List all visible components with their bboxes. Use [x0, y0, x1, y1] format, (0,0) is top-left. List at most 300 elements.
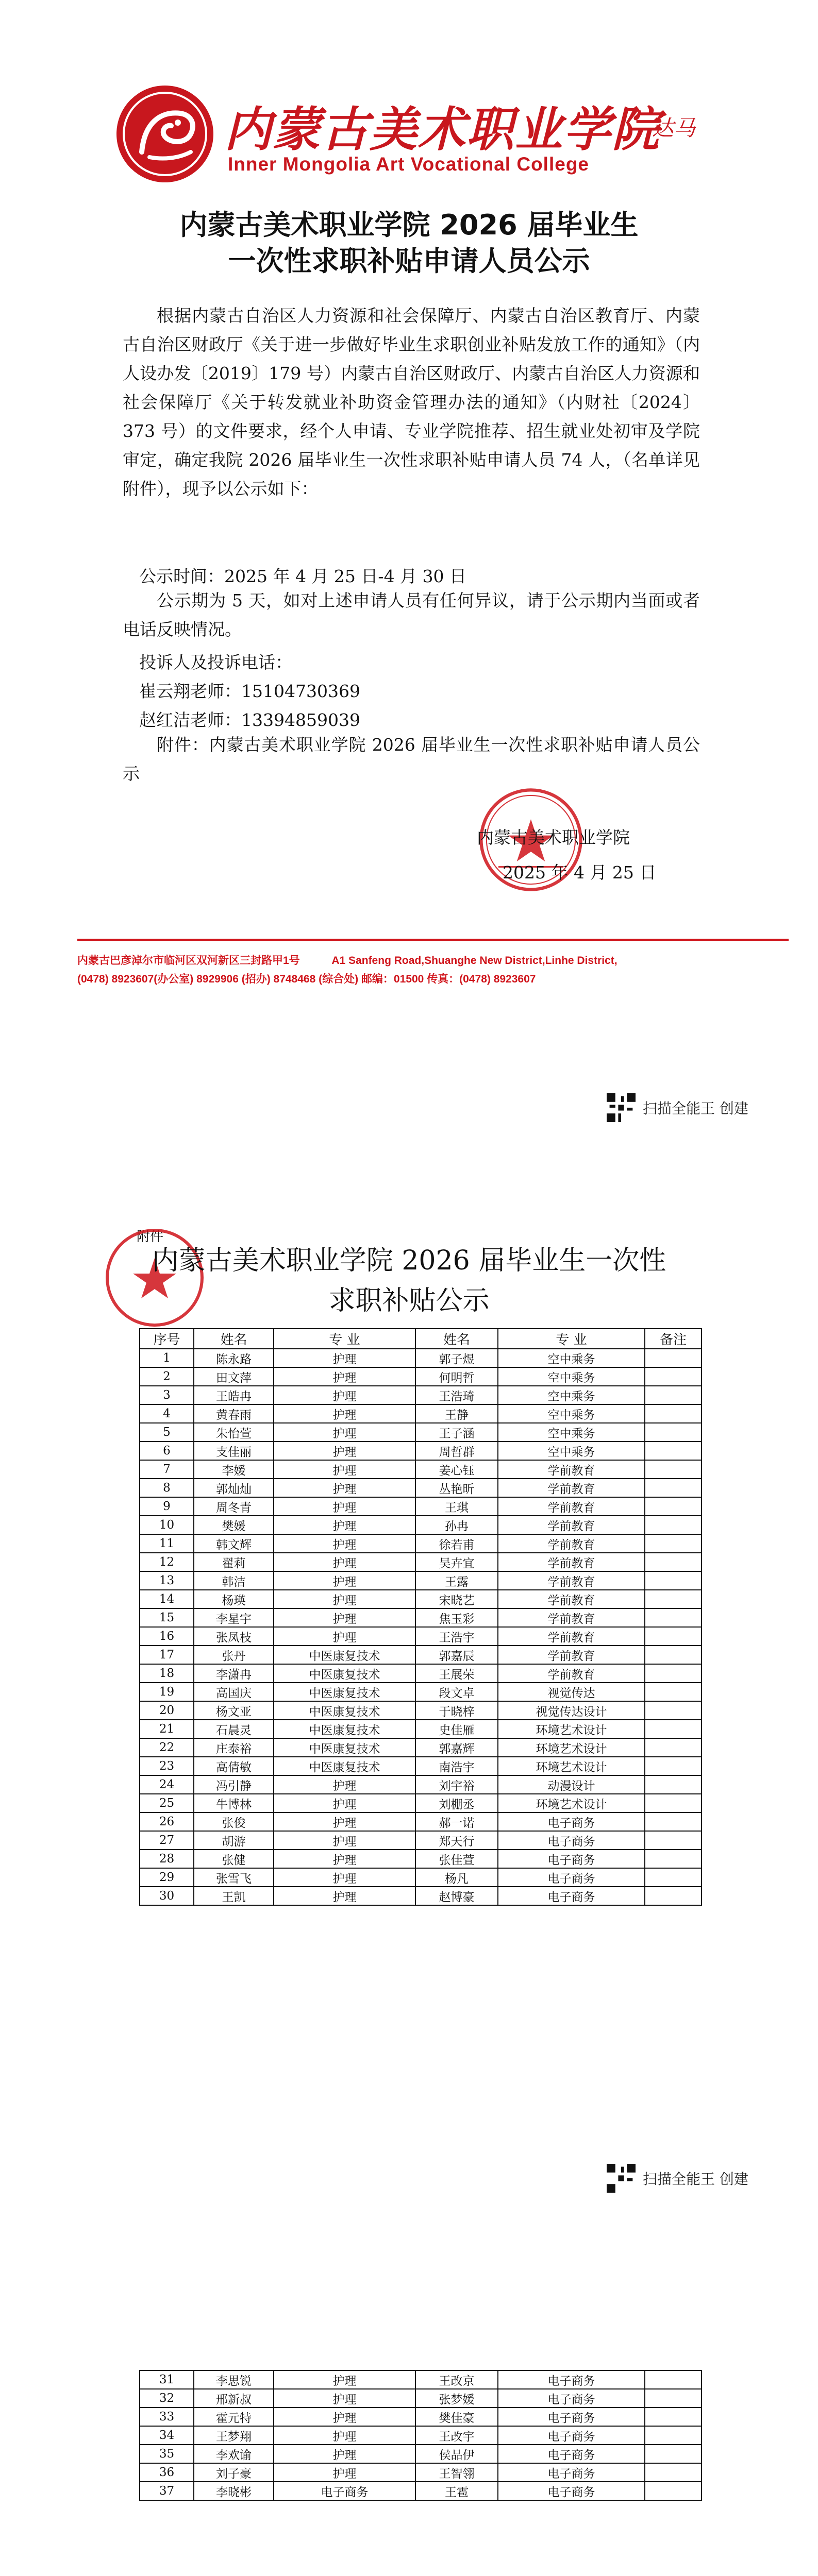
- cell-name: 张健: [194, 1850, 274, 1868]
- cell-remark: [645, 1683, 702, 1701]
- cell-name: 陈永路: [194, 1349, 274, 1367]
- cell-name: 高倩敏: [194, 1757, 274, 1775]
- cell-major-2: 环境艺术设计: [498, 1738, 645, 1757]
- publicity-time: 公示时间：2025 年 4 月 25 日-4 月 30 日: [139, 566, 467, 586]
- cell-name: 王凯: [194, 1887, 274, 1905]
- table-row: [140, 1738, 702, 1757]
- cell-remark: [645, 1720, 702, 1738]
- cell-name-2: 郝一诺: [415, 1812, 498, 1831]
- cell-name: 王梦翔: [194, 2426, 274, 2445]
- cell-major-2: 环境艺术设计: [498, 1720, 645, 1738]
- cell-major-2: 电子商务: [498, 2408, 645, 2426]
- cell-name: 郭灿灿: [194, 1479, 274, 1497]
- cell-major: 护理: [274, 1479, 415, 1497]
- cell-index: 35: [140, 2445, 194, 2463]
- cell-remark: [645, 1367, 702, 1386]
- cell-index: 13: [140, 1571, 194, 1590]
- table-row: [140, 1571, 702, 1590]
- cell-major-2: 空中乘务: [498, 1423, 645, 1442]
- cell-remark: [645, 1516, 702, 1534]
- cell-index: 26: [140, 1812, 194, 1831]
- cell-remark: [645, 1349, 702, 1367]
- cell-index: 19: [140, 1683, 194, 1701]
- cell-name: 韩洁: [194, 1571, 274, 1590]
- cell-remark: [645, 2445, 702, 2463]
- cell-remark: [645, 1831, 702, 1850]
- cell-remark: [645, 2370, 702, 2389]
- college-seal-icon: [113, 82, 216, 185]
- cell-major: 电子商务: [274, 2482, 415, 2500]
- col-header-major-2: 专 业: [498, 1329, 645, 1349]
- notice-paragraph: 根据内蒙古自治区人力资源和社会保障厅、内蒙古自治区教育厅、内蒙古自治区财政厅《关于进一步做好毕业生求职创业补贴发放工作的通知》（内人设办发〔2019〕179 号）内蒙古自治区财政厅、内蒙古自治区人力资源和社会保障厅《关于转发就业补助资金管理办法的通知》（内财社〔2024〕373 号）的文件要求，经个人申请、专业学院推荐、招生就业处初审及学院审定，确定我院 2026 届毕业生一次性求职补贴申请人员 74 人，（名单详见附件），现予以公示如下：: [123, 306, 700, 499]
- col-header-major: 专 业: [274, 1329, 415, 1349]
- cell-major-2: 学前教育: [498, 1534, 645, 1553]
- cell-index: 33: [140, 2408, 194, 2426]
- cell-name: 霍元特: [194, 2408, 274, 2426]
- cell-name: 王皓冉: [194, 1386, 274, 1404]
- cell-name: 杨瑛: [194, 1590, 274, 1608]
- cell-major-2: 电子商务: [498, 1850, 645, 1868]
- cell-major: 护理: [274, 1794, 415, 1812]
- cell-remark: [645, 1590, 702, 1608]
- contact-2: 赵红洁老师：13394859039: [139, 710, 360, 730]
- cell-major: 中医康复技术: [274, 1720, 415, 1738]
- cell-index: 31: [140, 2370, 194, 2389]
- cell-major-2: 空中乘务: [498, 1442, 645, 1460]
- cell-major-2: 学前教育: [498, 1664, 645, 1683]
- cell-name: 支佳丽: [194, 1442, 274, 1460]
- cell-index: 36: [140, 2463, 194, 2482]
- table-row: [140, 1423, 702, 1442]
- cell-name: 牛博林: [194, 1794, 274, 1812]
- footer-address: [77, 952, 789, 968]
- cell-name: 田文萍: [194, 1367, 274, 1386]
- cell-name: 胡游: [194, 1831, 274, 1850]
- attachment-block: [123, 731, 700, 788]
- cell-remark: [645, 1627, 702, 1646]
- cell-major: 护理: [274, 1553, 415, 1571]
- scanner-watermark-2: [607, 2164, 748, 2193]
- cell-remark: [645, 1608, 702, 1627]
- cell-major: 护理: [274, 1831, 415, 1850]
- footer-phones: (0478) 8923607(办公室) 8929906 (招办) 8748468 (综合处) 邮编：01500 传真：(0478) 8923607: [77, 973, 536, 985]
- table-row: [140, 1553, 702, 1571]
- contact-1: 崔云翔老师：15104730369: [139, 681, 360, 701]
- cell-major-2: 学前教育: [498, 1590, 645, 1608]
- cell-remark: [645, 1646, 702, 1664]
- cell-remark: [645, 1738, 702, 1757]
- cell-major-2: 空中乘务: [498, 1349, 645, 1367]
- cell-remark: [645, 1571, 702, 1590]
- table-row: [140, 1460, 702, 1479]
- cell-major: 护理: [274, 1386, 415, 1404]
- cell-name-2: 刘棚丞: [415, 1794, 498, 1812]
- cell-index: 15: [140, 1608, 194, 1627]
- cell-name-2: 赵博豪: [415, 1887, 498, 1905]
- table-row: [140, 1701, 702, 1720]
- cell-name: 刘子豪: [194, 2463, 274, 2482]
- table-header-row: [140, 1329, 702, 1349]
- cell-name-2: 郑天行: [415, 1831, 498, 1850]
- cell-major: 护理: [274, 1497, 415, 1516]
- cell-major-2: 电子商务: [498, 1887, 645, 1905]
- cell-name: 黄春雨: [194, 1404, 274, 1423]
- cell-name: 李晓彬: [194, 2482, 274, 2500]
- cell-name-2: 刘宇裕: [415, 1775, 498, 1794]
- cell-remark: [645, 1868, 702, 1887]
- cell-remark: [645, 1775, 702, 1794]
- cell-major-2: 环境艺术设计: [498, 1757, 645, 1775]
- cell-remark: [645, 1423, 702, 1442]
- cell-name-2: 焦玉彩: [415, 1608, 498, 1627]
- cell-index: 11: [140, 1534, 194, 1553]
- notice-title-line2: 一次性求职补贴申请人员公示: [228, 245, 590, 277]
- cell-name: 樊媛: [194, 1516, 274, 1534]
- cell-index: 2: [140, 1367, 194, 1386]
- scanner-watermark: [607, 1093, 748, 1122]
- cell-major: 护理: [274, 2426, 415, 2445]
- cell-index: 29: [140, 1868, 194, 1887]
- cell-remark: [645, 2463, 702, 2482]
- cell-name-2: 孙冉: [415, 1516, 498, 1534]
- cell-remark: [645, 1553, 702, 1571]
- cell-name-2: 王琪: [415, 1497, 498, 1516]
- table-row: [140, 1534, 702, 1553]
- cell-major: 护理: [274, 1516, 415, 1534]
- table-row: [140, 2463, 702, 2482]
- cell-name: 张雪飞: [194, 1868, 274, 1887]
- cell-name-2: 郭嘉辉: [415, 1738, 498, 1757]
- cell-major-2: 电子商务: [498, 1812, 645, 1831]
- cell-index: 34: [140, 2426, 194, 2445]
- cell-name: 李思锐: [194, 2370, 274, 2389]
- cell-major: 护理: [274, 1812, 415, 1831]
- cell-major-2: 空中乘务: [498, 1367, 645, 1386]
- cell-major: 护理: [274, 2445, 415, 2463]
- cell-name: 高国庆: [194, 1683, 274, 1701]
- cell-name-2: 张佳萱: [415, 1850, 498, 1868]
- cell-index: 4: [140, 1404, 194, 1423]
- cell-index: 16: [140, 1627, 194, 1646]
- table-row: [140, 1404, 702, 1423]
- table-row: [140, 1608, 702, 1627]
- cell-major-2: 学前教育: [498, 1460, 645, 1479]
- cell-name: 张俊: [194, 1812, 274, 1831]
- cell-major: 护理: [274, 1367, 415, 1386]
- cell-name-2: 王浩琦: [415, 1386, 498, 1404]
- cell-remark: [645, 2426, 702, 2445]
- notice-body: [123, 301, 700, 503]
- cell-major: 护理: [274, 1404, 415, 1423]
- cell-name-2: 史佳雁: [415, 1720, 498, 1738]
- table-row: [140, 1590, 702, 1608]
- table-row: [140, 1479, 702, 1497]
- cell-major-2: 视觉传达: [498, 1683, 645, 1701]
- table-row: [140, 1794, 702, 1812]
- cell-major-2: 视觉传达设计: [498, 1701, 645, 1720]
- cell-remark: [645, 1794, 702, 1812]
- qr-code-icon: [607, 1093, 636, 1122]
- cell-major: 护理: [274, 1627, 415, 1646]
- cell-major-2: 电子商务: [498, 2389, 645, 2408]
- attachment-line: 附件：内蒙古美术职业学院 2026 届毕业生一次性求职补贴申请人员公示: [123, 735, 700, 784]
- cell-major: 护理: [274, 1850, 415, 1868]
- cell-name: 朱怡萱: [194, 1423, 274, 1442]
- college-logo: [113, 82, 732, 185]
- annex-table-part1: [139, 1328, 702, 1906]
- cell-major-2: 电子商务: [498, 1868, 645, 1887]
- cell-major: 中医康复技术: [274, 1646, 415, 1664]
- cell-name: 邢新叔: [194, 2389, 274, 2408]
- table-row: [140, 1627, 702, 1646]
- table-row: [140, 2370, 702, 2389]
- logo-chinese-name: 内蒙古美术职业学院: [224, 101, 661, 157]
- cell-major-2: 电子商务: [498, 2426, 645, 2445]
- cell-name-2: 樊佳豪: [415, 2408, 498, 2426]
- cell-major-2: 空中乘务: [498, 1404, 645, 1423]
- table-row: [140, 1775, 702, 1794]
- cell-remark: [645, 1386, 702, 1404]
- col-header-name-2: 姓名: [415, 1329, 498, 1349]
- cell-major-2: 动漫设计: [498, 1775, 645, 1794]
- table-row: [140, 1442, 702, 1460]
- cell-major: 护理: [274, 1423, 415, 1442]
- cell-name-2: 郭嘉辰: [415, 1646, 498, 1664]
- cell-major-2: 学前教育: [498, 1608, 645, 1627]
- table-row: [140, 2482, 702, 2500]
- cell-index: 27: [140, 1831, 194, 1850]
- cell-remark: [645, 1887, 702, 1905]
- table-row: [140, 1887, 702, 1905]
- annex-page-2: [0, 2298, 818, 2576]
- cell-major-2: 电子商务: [498, 2445, 645, 2463]
- cell-name: 李潇冉: [194, 1664, 274, 1683]
- notice-page: [0, 0, 818, 1164]
- cell-major: 护理: [274, 1608, 415, 1627]
- cell-major: 中医康复技术: [274, 1683, 415, 1701]
- cell-name-2: 张梦媛: [415, 2389, 498, 2408]
- annex-label: 附件: [137, 1229, 164, 1245]
- cell-remark: [645, 2482, 702, 2500]
- cell-name: 李媛: [194, 1460, 274, 1479]
- cell-major: 护理: [274, 2370, 415, 2389]
- cell-index: 3: [140, 1386, 194, 1404]
- signature-date: 2025 年 4 月 25 日: [503, 862, 657, 883]
- cell-index: 10: [140, 1516, 194, 1534]
- table-row: [140, 1850, 702, 1868]
- cell-name: 李星宇: [194, 1608, 274, 1627]
- cell-name-2: 郭子煜: [415, 1349, 498, 1367]
- cell-index: 9: [140, 1497, 194, 1516]
- cell-index: 20: [140, 1701, 194, 1720]
- table-row: [140, 1367, 702, 1386]
- table-row: [140, 2445, 702, 2463]
- contact-title: 投诉人及投诉电话：: [139, 652, 292, 672]
- cell-name-2: 吴卉宜: [415, 1553, 498, 1571]
- cell-index: 6: [140, 1442, 194, 1460]
- cell-major-2: 学前教育: [498, 1553, 645, 1571]
- table-row: [140, 1683, 702, 1701]
- table-row: [140, 1516, 702, 1534]
- cell-index: 8: [140, 1479, 194, 1497]
- cell-name-2: 王浩宇: [415, 1627, 498, 1646]
- cell-index: 23: [140, 1757, 194, 1775]
- cell-major-2: 学前教育: [498, 1516, 645, 1534]
- table-row: [140, 2408, 702, 2426]
- cell-name: 石晨灵: [194, 1720, 274, 1738]
- table-row: [140, 2389, 702, 2408]
- cell-name-2: 段文卓: [415, 1683, 498, 1701]
- cell-name-2: 王雹: [415, 2482, 498, 2500]
- cell-remark: [645, 2408, 702, 2426]
- cell-name-2: 姜心钰: [415, 1460, 498, 1479]
- cell-name-2: 徐若甫: [415, 1534, 498, 1553]
- publicity-note-block: [123, 586, 700, 644]
- cell-name-2: 何明哲: [415, 1367, 498, 1386]
- cell-major-2: 环境艺术设计: [498, 1794, 645, 1812]
- annex-title-line2: 求职补贴公示: [328, 1285, 490, 1316]
- cell-major: 中医康复技术: [274, 1738, 415, 1757]
- cell-remark: [645, 1701, 702, 1720]
- cell-major: 护理: [274, 1442, 415, 1460]
- cell-major-2: 电子商务: [498, 2463, 645, 2482]
- cell-name: 翟莉: [194, 1553, 274, 1571]
- cell-name-2: 宋晓艺: [415, 1590, 498, 1608]
- publicity-note: 公示期为 5 天，如对上述申请人员有任何异议，请于公示期内当面或者电话反映情况。: [123, 590, 700, 639]
- cell-index: 12: [140, 1553, 194, 1571]
- cell-index: 1: [140, 1349, 194, 1367]
- cell-remark: [645, 1812, 702, 1831]
- cell-index: 18: [140, 1664, 194, 1683]
- cell-index: 24: [140, 1775, 194, 1794]
- cell-remark: [645, 1664, 702, 1683]
- cell-index: 28: [140, 1850, 194, 1868]
- logo-english-name: Inner Mongolia Art Vocational College: [228, 154, 589, 175]
- cell-index: 22: [140, 1738, 194, 1757]
- cell-major: 护理: [274, 1590, 415, 1608]
- footer-divider: [77, 939, 789, 941]
- cell-major: 护理: [274, 1534, 415, 1553]
- cell-name-2: 侯品伊: [415, 2445, 498, 2463]
- cell-name-2: 王子涵: [415, 1423, 498, 1442]
- cell-major: 中医康复技术: [274, 1701, 415, 1720]
- cell-name-2: 王展荣: [415, 1664, 498, 1683]
- table-row: [140, 1831, 702, 1850]
- table-row: [140, 2426, 702, 2445]
- cell-remark: [645, 1404, 702, 1423]
- table-row: [140, 1349, 702, 1367]
- cell-name-2: 王改宇: [415, 2426, 498, 2445]
- cell-name: 庄泰裕: [194, 1738, 274, 1757]
- table-row: [140, 1646, 702, 1664]
- cell-major-2: 学前教育: [498, 1627, 645, 1646]
- cell-major: 中医康复技术: [274, 1757, 415, 1775]
- cell-index: 30: [140, 1887, 194, 1905]
- cell-major: 护理: [274, 2408, 415, 2426]
- scanner-label: 扫描全能王 创建: [643, 2171, 748, 2188]
- cell-remark: [645, 1479, 702, 1497]
- cell-name-2: 南浩宇: [415, 1757, 498, 1775]
- signature-org: 内蒙古美术职业学院: [477, 827, 630, 848]
- annex-table-part2: [139, 2370, 702, 2501]
- cell-name-2: 杨凡: [415, 1868, 498, 1887]
- cell-name: 李欢谕: [194, 2445, 274, 2463]
- cell-name: 杨文亚: [194, 1701, 274, 1720]
- cell-index: 17: [140, 1646, 194, 1664]
- cell-name: 张丹: [194, 1646, 274, 1664]
- qr-code-icon: [607, 2164, 636, 2193]
- col-header-index: 序号: [140, 1329, 194, 1349]
- table-row: [140, 1497, 702, 1516]
- cell-name-2: 周哲群: [415, 1442, 498, 1460]
- cell-name-2: 王智翎: [415, 2463, 498, 2482]
- cell-remark: [645, 1497, 702, 1516]
- cell-major-2: 学前教育: [498, 1571, 645, 1590]
- cell-major-2: 电子商务: [498, 2370, 645, 2389]
- footer-address-cn: 内蒙古巴彦淖尔市临河区双河新区三封路甲1号: [77, 955, 300, 967]
- table-row: [140, 1757, 702, 1775]
- cell-major-2: 空中乘务: [498, 1386, 645, 1404]
- annex-page-1: [0, 1164, 818, 2298]
- cell-major-2: 学前教育: [498, 1646, 645, 1664]
- cell-index: 7: [140, 1460, 194, 1479]
- cell-major: 护理: [274, 1349, 415, 1367]
- table-row: [140, 1812, 702, 1831]
- cell-remark: [645, 1460, 702, 1479]
- table-row: [140, 1868, 702, 1887]
- annex-title-line1: 内蒙古美术职业学院 2026 届毕业生一次性: [152, 1245, 666, 1276]
- notice-title-line1: 内蒙古美术职业学院 2026 届毕业生: [179, 209, 639, 241]
- cell-remark: [645, 1850, 702, 1868]
- cell-name-2: 王露: [415, 1571, 498, 1590]
- cell-name: 张凤枝: [194, 1627, 274, 1646]
- cell-index: 21: [140, 1720, 194, 1738]
- cell-major: 护理: [274, 1868, 415, 1887]
- cell-index: 32: [140, 2389, 194, 2408]
- cell-name-2: 王静: [415, 1404, 498, 1423]
- cell-major: 中医康复技术: [274, 1664, 415, 1683]
- cell-index: 37: [140, 2482, 194, 2500]
- table-row: [140, 1386, 702, 1404]
- cell-major: 护理: [274, 2389, 415, 2408]
- cell-index: 25: [140, 1794, 194, 1812]
- cell-major: 护理: [274, 1887, 415, 1905]
- cell-name-2: 丛艳昕: [415, 1479, 498, 1497]
- table-row: [140, 1664, 702, 1683]
- col-header-name: 姓名: [194, 1329, 274, 1349]
- cell-major: 护理: [274, 2463, 415, 2482]
- cell-name-2: 王改京: [415, 2370, 498, 2389]
- cell-major: 护理: [274, 1571, 415, 1590]
- cell-name: 周冬青: [194, 1497, 274, 1516]
- cell-index: 5: [140, 1423, 194, 1442]
- cell-name: 韩文辉: [194, 1534, 274, 1553]
- col-header-remark: 备注: [645, 1329, 702, 1349]
- table-row: [140, 1720, 702, 1738]
- cell-major-2: 电子商务: [498, 2482, 645, 2500]
- logo-signature: 达马: [652, 115, 696, 141]
- scanner-label: 扫描全能王 创建: [643, 1100, 748, 1117]
- cell-major-2: 学前教育: [498, 1497, 645, 1516]
- cell-name: 冯引静: [194, 1775, 274, 1794]
- cell-name-2: 于晓梓: [415, 1701, 498, 1720]
- cell-remark: [645, 1534, 702, 1553]
- cell-major: 护理: [274, 1460, 415, 1479]
- cell-major-2: 学前教育: [498, 1479, 645, 1497]
- cell-remark: [645, 2389, 702, 2408]
- footer-address-en: A1 Sanfeng Road,Shuanghe New District,Linhe District,: [331, 955, 617, 967]
- cell-remark: [645, 1442, 702, 1460]
